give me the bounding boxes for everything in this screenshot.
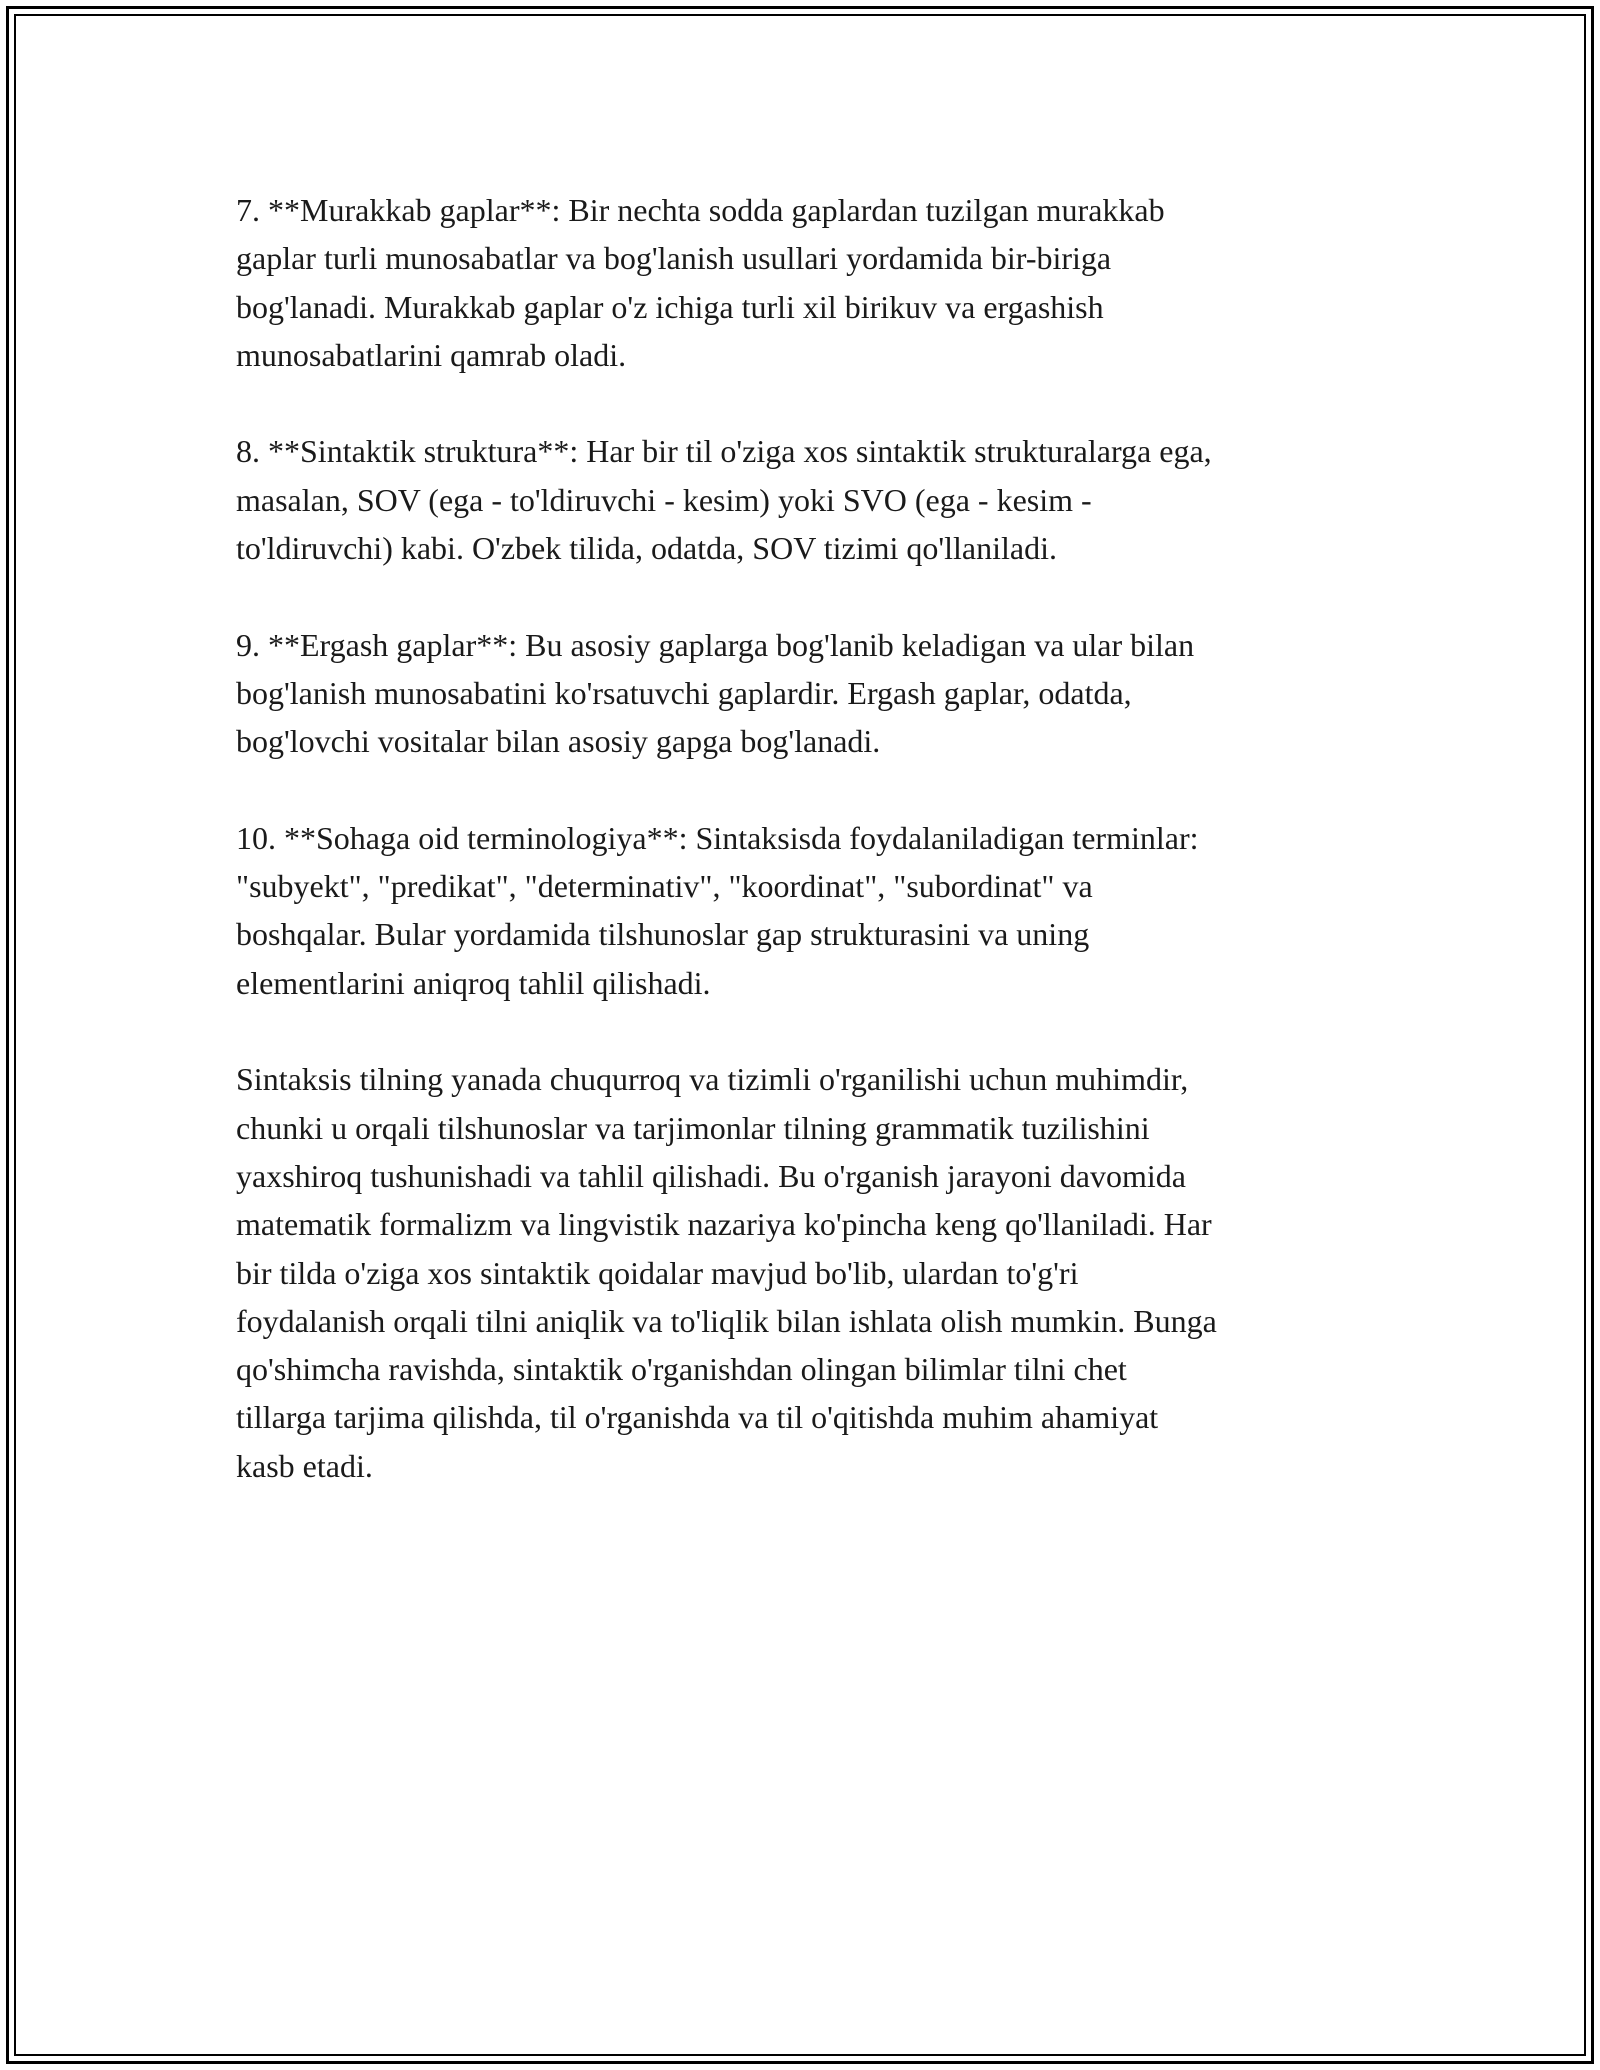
paragraph-sintaktik-struktura: 8. **Sintaktik struktura**: Har bir til o'ziga xos sintaktik strukturalarga ega, masalan, SOV (ega - to'ldiruvchi - kesim) yoki SVO (ega - kesim - to'ldiruvchi) kabi. O'zbek tilida, odatda, SOV tizimi qo'llaniladi. [236,433,1212,567]
paragraph-conclusion: Sintaksis tilning yanada chuqurroq va tizimli o'rganilishi uchun muhimdir, chunki u orqali tilshunoslar va tarjimonlar tilning grammatik tuzilishini yaxshiroq tushunishadi va tahlil qilishadi. Bu o'rganish jarayoni davomida matematik formalizm va lingvistik nazariya ko'pincha keng qo'llaniladi. Har bir tilda o'ziga xos sintaktik qoidalar mavjud bo'lib, ulardan to'g'ri foydalanish orqali tilni aniqlik va to'liqlik bilan ishlata olish mumkin. Bunga qo'shimcha ravishda, sintaktik o'rganishdan olingan bilimlar tilni chet tillarga tarjima qilishda, til o'rganishda va til o'qitishda muhim ahamiyat kasb etadi. [236,1061,1217,1484]
paragraph-sohaga-oid-terminologiya: 10. **Sohaga oid terminologiya**: Sintaksisda foydalaniladigan terminlar: "subyekt", "predikat", "determinativ", "koordinat", "subordinat" va boshqalar. Bular yordamida tilshunoslar gap strukturasini va uning elementlarini aniqroq tahlil qilishadi. [236,819,1199,1001]
paragraph-murakkab-gaplar: 7. **Murakkab gaplar**: Bir nechta sodda gaplardan tuzilgan murakkab gaplar turli munosabatlar va bog'lanish usullari yordamida bir-biriga bog'lanadi. Murakkab gaplar o'z ichiga turli xil birikuv va ergashish munosabatlarini qamrab oladi. [236,192,1165,373]
document-body [236,186,1366,1538]
paragraph-ergash-gaplar: 9. **Ergash gaplar**: Bu asosiy gaplarga bog'lanib keladigan va ular bilan bog'lanish munosabatini ko'rsatuvchi gaplardir. Ergash gaplar, odatda, bog'lovchi vositalar bilan asosiy gapga bog'lanadi. [236,626,1195,760]
